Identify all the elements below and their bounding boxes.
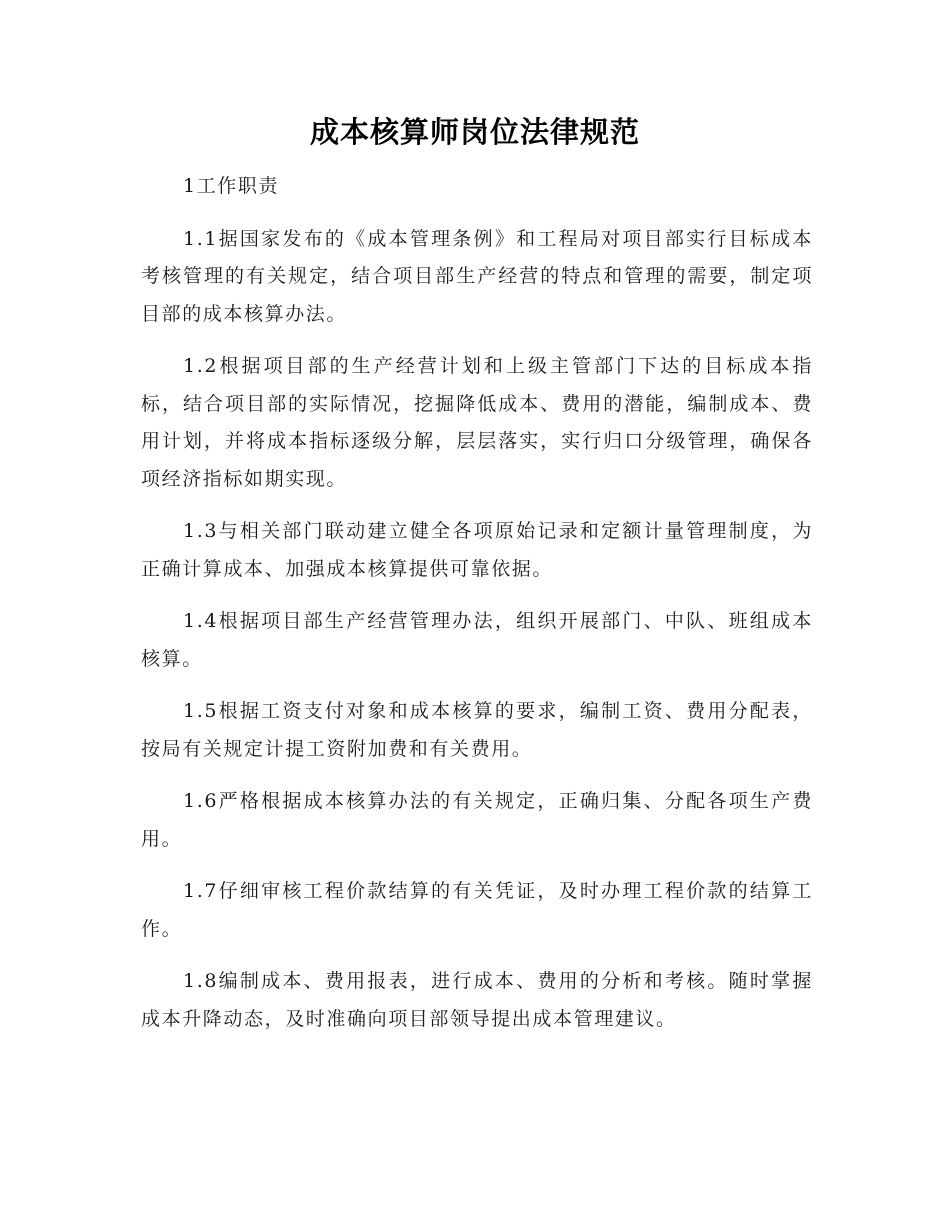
paragraph-1-2: 1.2根据项目部的生产经营计划和上级主管部门下达的目标成本指标，结合项目部的实际情况，挖掘降低成本、费用的潜能，编制成本、费用计划，并将成本指标逐级分解，层层落实，实行归口分级管理，确保各项经济指标如期实现。 [141, 355, 813, 490]
paragraph-1-1: 1.1据国家发布的《成本管理条例》和工程局对项目部实行目标成本考核管理的有关规定，结合项目部生产经营的特点和管理的需要，制定项目部的成本核算办法。 [141, 227, 813, 325]
paragraph-1-3: 1.3与相关部门联动建立健全各项原始记录和定额计量管理制度，为正确计算成本、加强成本核算提供可靠依据。 [141, 520, 813, 580]
paragraph-1-6: 1.6严格根据成本核算办法的有关规定，正确归集、分配各项生产费用。 [141, 790, 813, 850]
paragraph-1-5: 1.5根据工资支付对象和成本核算的要求，编制工资、费用分配表，按局有关规定计提工资附加费和有关费用。 [141, 700, 813, 760]
section-heading: 1工作职责 [183, 175, 280, 197]
paragraph-1-8: 1.8编制成本、费用报表，进行成本、费用的分析和考核。随时掌握成本升降动态，及时准确向项目部领导提出成本管理建议。 [141, 970, 813, 1030]
paragraph-1-4: 1.4根据项目部生产经营管理办法，组织开展部门、中队、班组成本核算。 [141, 610, 813, 670]
document-title: 成本核算师岗位法律规范 [309, 115, 640, 149]
paragraph-1-7: 1.7仔细审核工程价款结算的有关凭证，及时办理工程价款的结算工作。 [141, 880, 813, 940]
document-body [141, 168, 813, 1053]
